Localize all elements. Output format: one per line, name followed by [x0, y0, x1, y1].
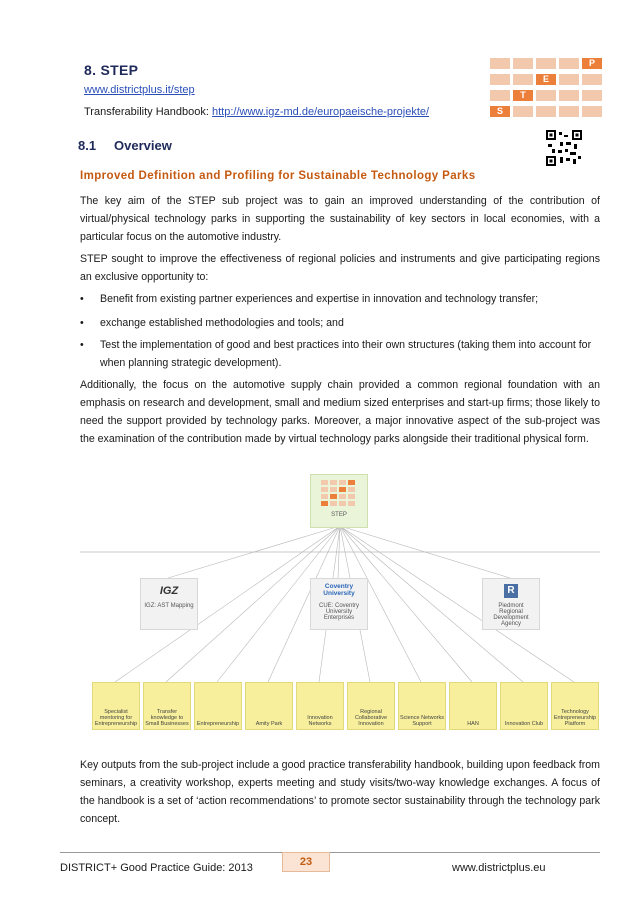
practice-node	[551, 682, 599, 730]
partner-node-coventry	[310, 578, 368, 630]
practice-label: Innovation Club	[504, 721, 544, 727]
practice-label: Regional Collaborative Innovation	[354, 709, 388, 727]
logo-letter-t: T	[513, 90, 533, 101]
practice-node	[347, 682, 395, 730]
practice-label: Entrepreneurship	[196, 721, 240, 727]
paragraph-additionally: Additionally, the focus on the automotive supply chain provided a common regional foundation with an emphasis on research and development, small and medium sized enterprises and start-up firms; those likely to need the support provided by technology parks. Moreover, a major innovative aspect of the sub-project was the examination of the contribution made by virtual technology parks alongside their traditional physical form.	[80, 379, 600, 445]
practice-node	[245, 682, 293, 730]
practice-label: Specialist mentoring for Entrepreneurship	[94, 709, 138, 727]
diagram-root-node	[310, 474, 368, 528]
practice-label: Innovation Networks	[307, 715, 333, 727]
page-number: 23	[282, 852, 330, 872]
paragraph-aim: The key aim of the STEP sub project was to gain an improved understanding of the contribution of virtual/physical technology parks in supporting the sustainability of key sectors in local economies, with a particular focus on the automotive industry.	[80, 195, 600, 243]
practice-node	[143, 682, 191, 730]
practice-node	[92, 682, 140, 730]
partner-node-igz	[140, 578, 198, 630]
paragraph-sought: STEP sought to improve the effectiveness of regional policies and instruments and give participating regions an exclusive opportunity to:	[80, 253, 600, 283]
subsection-label: Overview	[114, 138, 172, 153]
bullet-text: Test the implementation of good and best practices into their own structures (taking them into account for when planning strategic development).	[100, 339, 592, 369]
logo-letter-p: P	[582, 58, 602, 69]
handbook-link[interactable]: http://www.igz-md.de/europaeische-projekte/	[212, 106, 430, 118]
partner-logo-text: IGZ	[159, 585, 179, 597]
root-label: STEP	[331, 512, 347, 518]
footer-left: DISTRICT+ Good Practice Guide: 2013	[60, 862, 253, 874]
bullet-text: Benefit from existing partner experiences and expertise in innovation and technology transfer;	[100, 293, 539, 305]
subheading: Improved Definition and Profiling for Sustainable Technology Parks	[80, 170, 476, 182]
handbook-label: Transferability Handbook:	[84, 106, 212, 118]
practice-node	[500, 682, 548, 730]
practice-label: HAN	[467, 721, 479, 727]
practice-node	[296, 682, 344, 730]
subsection-title	[78, 138, 172, 153]
practice-label: Science Networks Support	[399, 715, 445, 727]
mini-step-logo	[319, 478, 359, 510]
footer-url[interactable]: www.districtplus.eu	[452, 862, 546, 874]
practice-node	[194, 682, 242, 730]
footer-divider	[60, 852, 600, 853]
qr-code	[546, 130, 582, 166]
partner-node-regional	[482, 578, 540, 630]
step-logo	[490, 58, 602, 124]
paragraph-outputs: Key outputs from the sub-project include a good practice transferability handbook, building upon feedback from seminars, a creativity workshop, experts meeting and study visits/two-way knowledge exchanges. A focus of the handbook is a set of ‘action recommendations’ to promote sector sustainability through the technology park concept.	[80, 759, 600, 825]
logo-letter-s: S	[490, 106, 510, 117]
partner-caption: IGZ: AST Mapping	[144, 603, 194, 609]
handbook-line	[84, 106, 429, 118]
practice-label: Technology Entrepreneurship Platform	[553, 709, 597, 727]
subsection-number: 8.1	[78, 138, 97, 153]
step-link[interactable]: www.districtplus.it/step	[84, 84, 195, 96]
bullet-dot: •	[80, 339, 84, 351]
partner-logo-text: Coventry University	[323, 583, 355, 597]
partner-caption: Piedmont Regional Development Agency	[493, 603, 529, 627]
logo-letter-e: E	[536, 74, 556, 85]
partner-logo-text: R	[504, 584, 518, 598]
practice-label: Amity Park	[255, 721, 283, 727]
partner-caption: CUE: Coventry University Enterprises	[318, 603, 359, 621]
bullet-dot: •	[80, 317, 84, 329]
section-title: 8. STEP	[84, 62, 139, 78]
practice-node	[449, 682, 497, 730]
step-diagram	[80, 468, 600, 740]
practice-node	[398, 682, 446, 730]
bullet-dot: •	[80, 293, 84, 305]
practice-label: Transfer knowledge to Small Businesses	[145, 709, 189, 727]
bullet-text: exchange established methodologies and tools; and	[100, 317, 344, 329]
